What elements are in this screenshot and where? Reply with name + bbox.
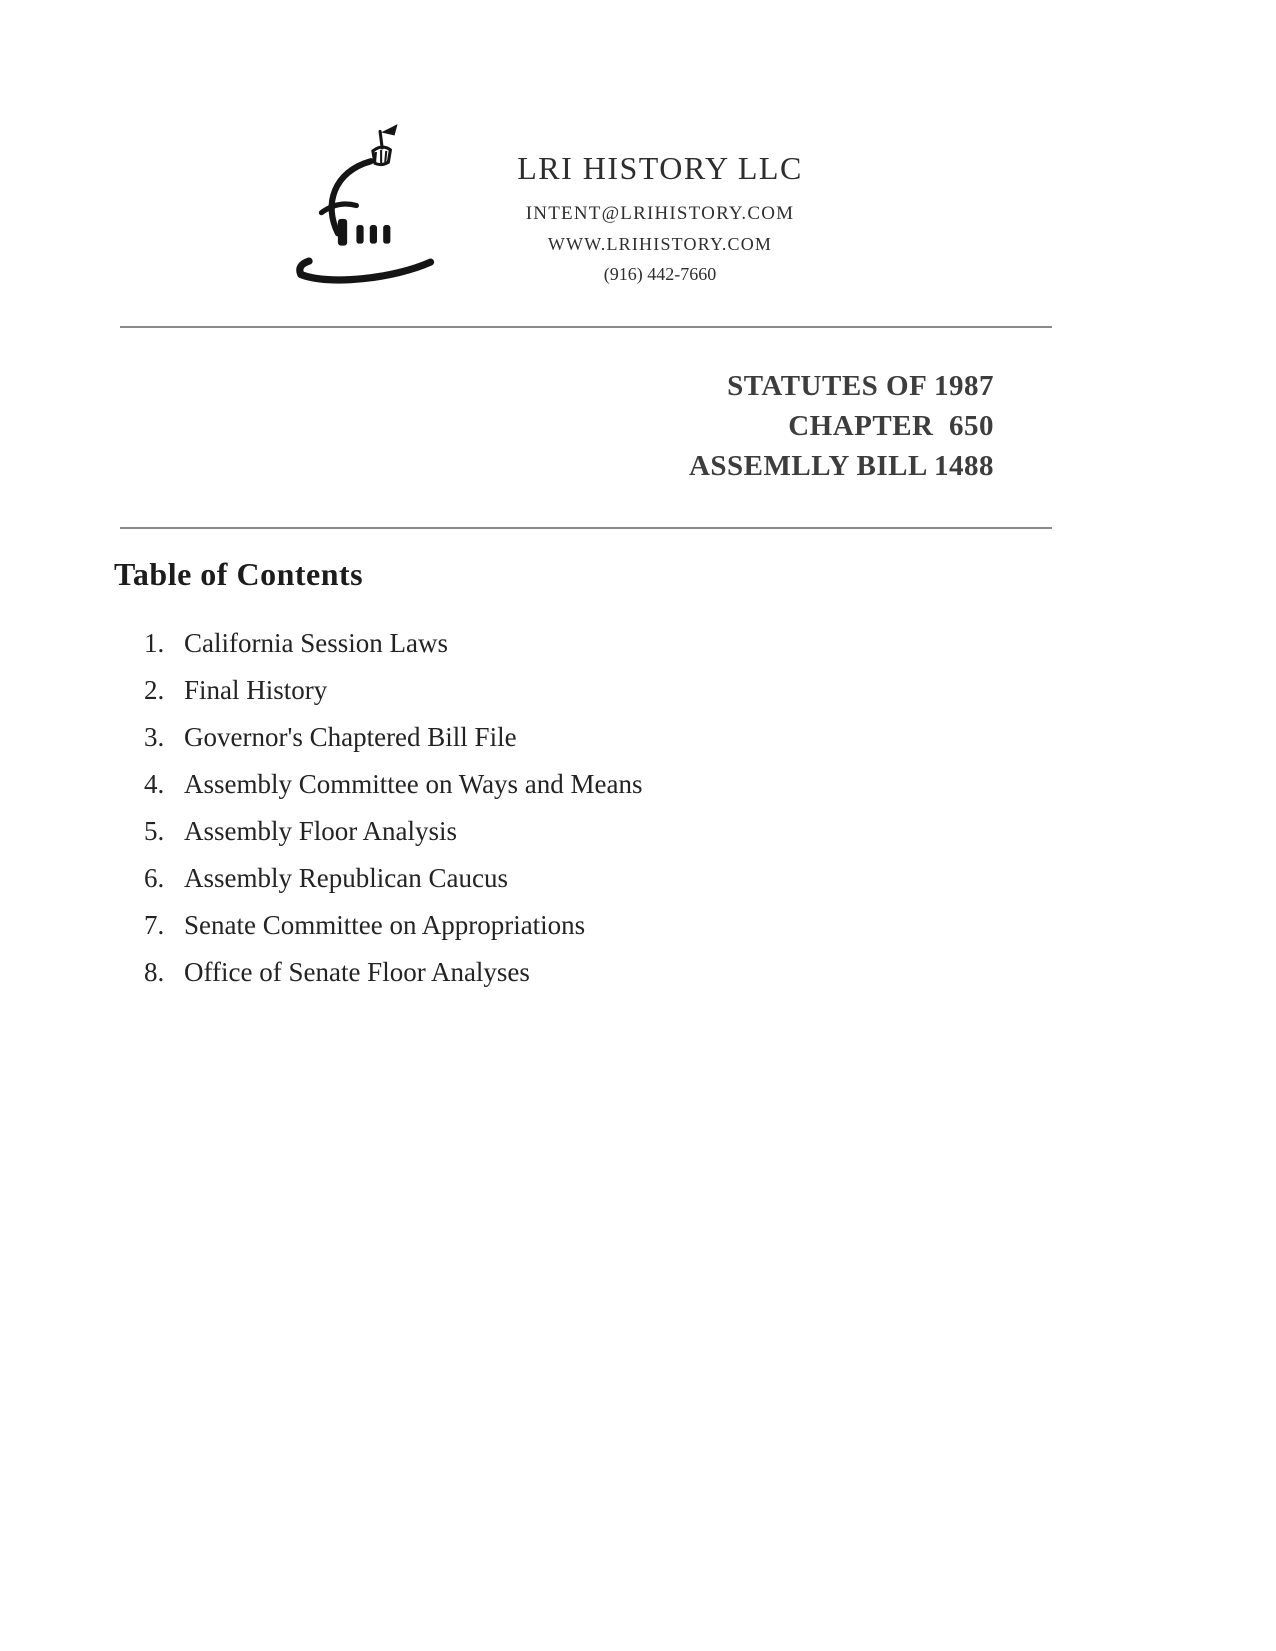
statutes-heading-block (689, 366, 994, 486)
toc-title: Table of Contents (114, 556, 364, 592)
statutes-line-2: CHAPTER 650 (788, 410, 994, 442)
toc-item: Governor's Chaptered Bill File (184, 722, 517, 752)
toc-item: California Session Laws (184, 628, 448, 658)
company-email: INTENT@LRIHISTORY.COM (525, 203, 795, 224)
company-name: LRI HISTORY LLC (517, 150, 803, 186)
statutes-line-3: ASSEMLLY BILL 1488 (688, 450, 994, 482)
statutes-line-1: STATUTES OF 1987 (727, 370, 994, 402)
toc-item: Office of Senate Floor Analyses (184, 957, 530, 987)
company-contact-block (480, 118, 840, 285)
company-phone: (916) 442-7660 (603, 264, 717, 284)
toc-item: Assembly Republican Caucus (184, 863, 508, 893)
toc-item: Assembly Committee on Ways and Means (184, 769, 643, 799)
company-website: WWW.LRIHISTORY.COM (547, 234, 773, 254)
letterhead (292, 118, 840, 293)
toc-list (144, 620, 643, 996)
capitol-dome-sketch-icon (292, 118, 462, 293)
divider-bottom (120, 527, 1052, 529)
toc-item: Assembly Floor Analysis (184, 816, 458, 846)
toc-item: Final History (184, 675, 328, 705)
divider-top (120, 326, 1052, 328)
toc-item: Senate Committee on Appropriations (184, 910, 586, 940)
